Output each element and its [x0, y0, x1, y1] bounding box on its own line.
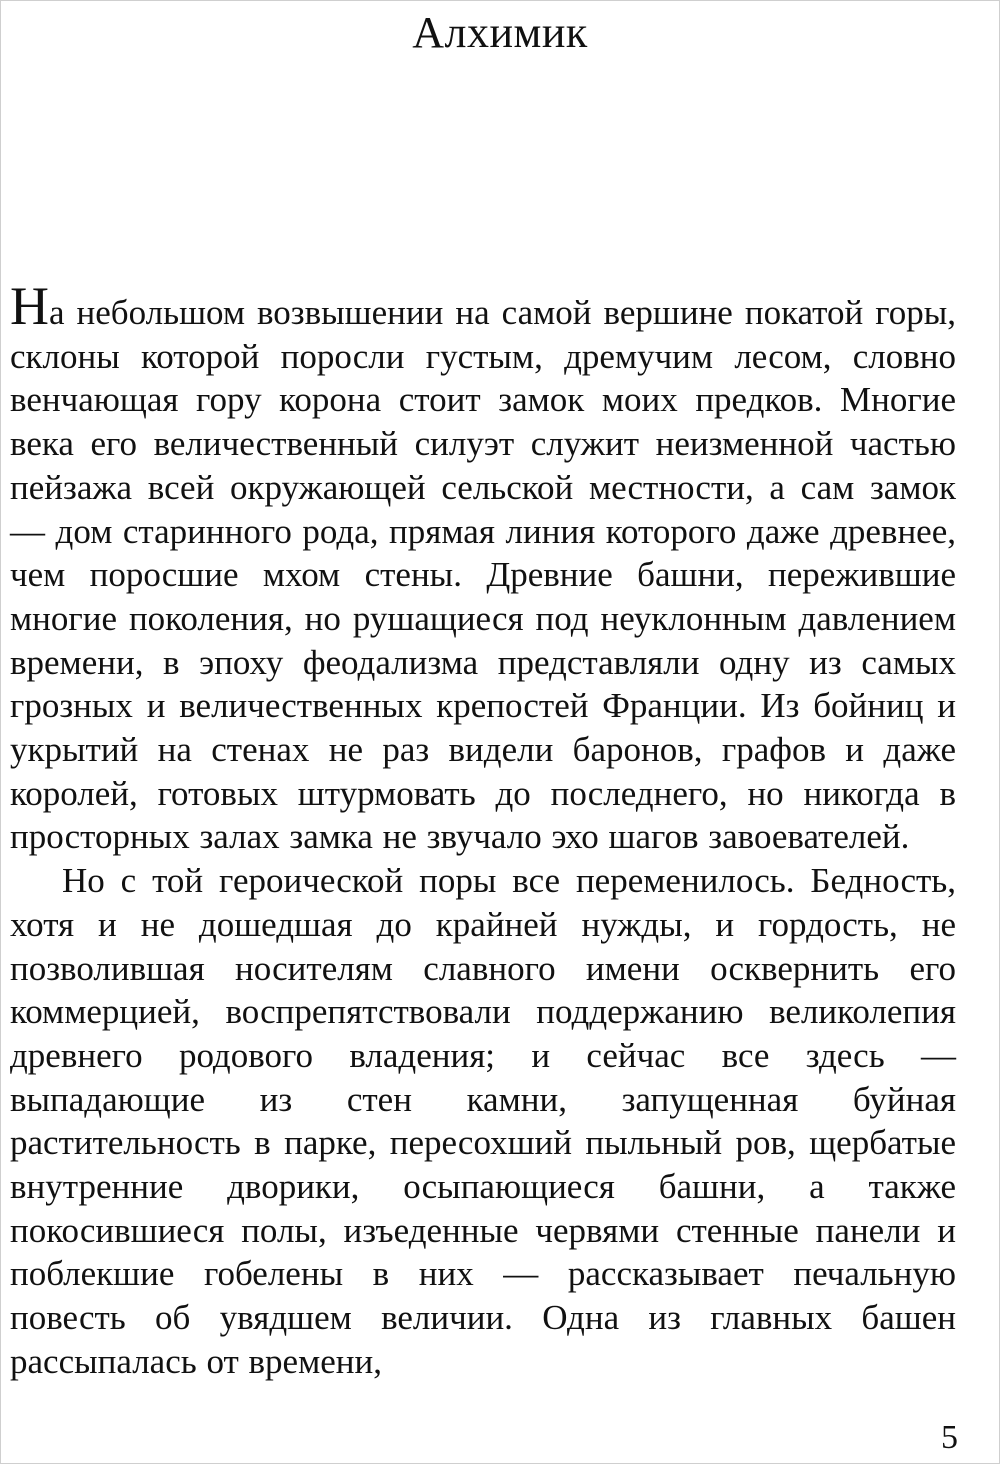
- chapter-body: [10, 276, 956, 1384]
- page-number: 5: [941, 1419, 958, 1456]
- drop-cap: Н: [10, 276, 49, 336]
- paragraph-2: Но с той героической поры все переменилось. Бедность, хотя и не дошедшая до крайней нужды, и гордость, не позволившая носителям славного имени осквернить его коммерцией, воспрепятствовали поддержанию великолепия древнего родового владения; и сейчас все здесь — выпадающие из стен камни, запущенная буйная растительность в парке, пересохший пыльный ров, щербатые внутренние дворики, осыпающиеся башни, а также покосившиеся полы, изъеденные червями стенные панели и поблекшие гобелены в них — рассказывает печальную повесть об увядшем величии. Одна из главных башен рассыпалась от времени,: [10, 861, 956, 1381]
- running-title: Алхимик: [412, 8, 588, 57]
- paragraph-1: [10, 276, 956, 859]
- paragraph-1-text: а небольшом возвышении на самой вершине покатой горы, склоны которой поросли густым, дремучим лесом, словно венчающая гору корона стоит замок моих предков. Многие века его величественный силуэт служит неизменной частью пейзажа всей окружающей сельской местности, а сам замок — дом старинного рода, прямая линия которого даже древнее, чем поросшие мхом стены. Древние башни, пережившие многие поколения, но рушащиеся под неуклонным давлением времени, в эпоху феодализма представляли одну из самых грозных и величественных крепостей Франции. Из бойниц и укрытий на стенах не раз видели баронов, графов и даже королей, готовых штурмовать до последнего, но никогда в просторных залах замка не звучало эхо шагов завоевателей.: [10, 293, 956, 857]
